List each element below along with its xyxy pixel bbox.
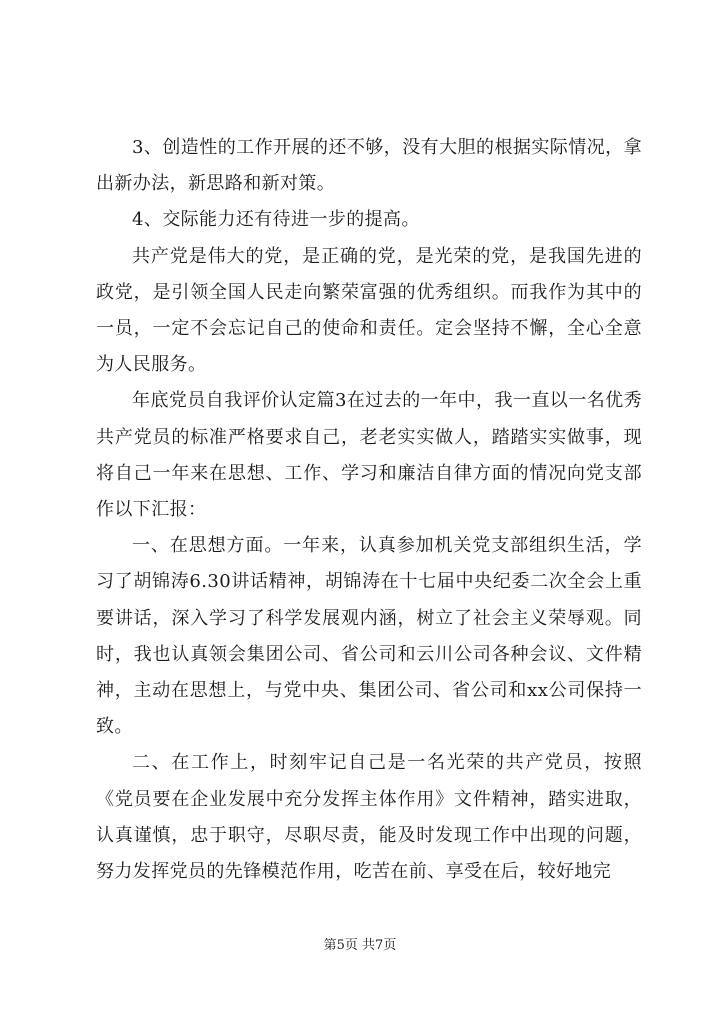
paragraph-party-praise: 共产党是伟大的党，是正确的党，是光荣的党，是我国先进的政党，是引领全国人民走向繁荣富强的优秀组织。而我作为其中的一员，一定不会忘记自己的使命和责任。定会坚持不懈，全心全意为人民服务。 (96, 245, 642, 376)
page-number-footer: 第5页 共7页 (323, 938, 397, 953)
document-body (96, 130, 642, 890)
paragraph-item-4: 4、交际能力还有待进一步的提高。 (132, 209, 420, 231)
paragraph-item-3: 3、创造性的工作开展的还不够，没有大胆的根据实际情况，拿出新办法，新思路和新对策。 (96, 137, 642, 195)
paragraph-thought: 一、在思想方面。一年来，认真参加机关党支部组织生活，学习了胡锦涛6.30讲话精神，胡锦涛在十七届中央纪委二次全会上重要讲话，深入学习了科学发展观内涵，树立了社会主义荣辱观。同时，我也认真领会集团公司、省公司和云川公司各种会议、文件精神，主动在思想上，与党中央、集团公司、省公司和xx公司保持一致。 (96, 535, 642, 738)
paragraph-work: 二、在工作上，时刻牢记自己是一名光荣的共产党员，按照《党员要在企业发展中充分发挥主体作用》文件精神，踏实进取，认真谨慎，忠于职守，尽职尽责，能及时发现工作中出现的问题，努力发挥党员的先锋模范作用，吃苦在前、享受在后，较好地完 (96, 752, 642, 883)
paragraph-section-intro: 年底党员自我评价认定篇3在过去的一年中，我一直以一名优秀共产党员的标准严格要求自己，老老实实做人，踏踏实实做事，现将自己一年来在思想、工作、学习和廉洁自律方面的情况向党支部作以下汇报： (96, 390, 642, 521)
